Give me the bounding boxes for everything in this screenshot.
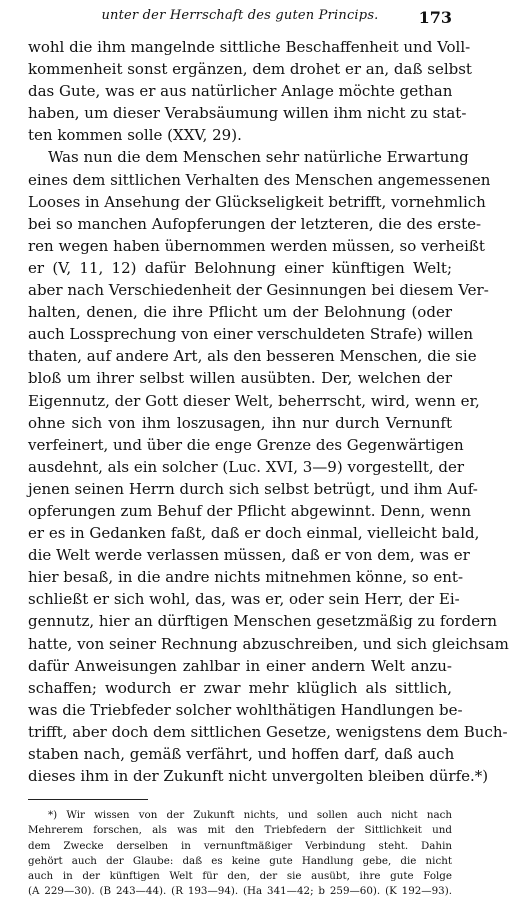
footnote	[28, 808, 452, 899]
body-line: ten kommen solle (XXV, 29).	[28, 126, 242, 145]
body-line: schaffen; wodurch er zwar mehr klüglich als sittlich,	[28, 678, 452, 697]
footnote-line: auch in der künftigen Welt für den, der sie ausübt, ihre gute Folge	[28, 869, 452, 882]
body-text	[28, 36, 509, 787]
body-line: bei so manchen Aufopferungen der letzteren, die des erste-	[28, 214, 482, 233]
body-line: schließt er sich wohl, das, was er, oder sein Herr, der Ei-	[28, 590, 460, 609]
body-line: trifft, aber doch dem sittlichen Gesetze, wenigstens dem Buch-	[28, 722, 508, 741]
body-line: auch Lossprechung von einer verschuldeten Strafe) willen	[28, 325, 474, 344]
paragraph-start-line: Was nun die dem Menschen sehr natürliche Erwartung	[48, 148, 469, 167]
footnote-line: (A 229—30). (B 243—44). (R 193—94). (Ha 341—42; b 259—60). (K 192—93).	[28, 885, 452, 898]
body-line: opferungen zum Behuf der Pflicht abgewinnt. Denn, wenn	[28, 501, 472, 520]
body-line: bloß um ihrer selbst willen ausübten. Der, welchen der	[28, 369, 452, 388]
body-line: hier besaß, in die andre nichts mitnehmen könne, so ent-	[28, 568, 464, 587]
body-line: wohl die ihm mangelnde sittliche Beschaffenheit und Voll-	[28, 38, 471, 56]
body-line: jenen seinen Herrn durch sich selbst betrügt, und ihm Auf-	[28, 479, 478, 498]
footnote-line: dem Zwecke derselben in vernunftmäßiger Verbindung steht. Dahin	[28, 839, 452, 852]
body-line: verfeinert, und über die enge Grenze des Gegenwärtigen	[28, 435, 464, 454]
body-line: staben nach, gemäß verfährt, und hoffen darf, daß auch	[28, 745, 455, 763]
body-line: ren wegen haben übernommen werden müssen, so verheißt	[28, 236, 485, 255]
body-line: er (V, 11, 12) dafür Belohnung einer künftigen Welt;	[28, 258, 452, 277]
footnote-line: *) Wir wissen von der Zukunft nichts, und sollen auch nicht nach	[48, 809, 452, 822]
footnote-line: gehört auch der Glaube: daß es keine gute Handlung gebe, die nicht	[28, 854, 452, 867]
body-line: dafür Anweisungen zahlbar in einer andern Welt anzu-	[28, 656, 452, 675]
running-head: unter der Herrschaft des guten Princips.	[101, 8, 379, 23]
body-line: ausdehnt, als ein solcher (Luc. XVI, 3—9) vorgestellt, der	[28, 457, 465, 476]
body-line: was die Triebfeder solcher wohlthätigen Handlungen be-	[28, 700, 463, 719]
body-line: Looses in Ansehung der Glückseligkeit betrifft, vornehmlich	[28, 192, 486, 211]
footnote-line: Mehrerem forschen, als was mit den Triebfedern der Sittlichkeit und	[28, 824, 452, 837]
body-line: thaten, auf andere Art, als den besseren Menschen, die sie	[28, 347, 477, 366]
body-line: hatte, von seiner Rechnung abzuschreiben, und sich gleichsam	[28, 634, 509, 653]
body-line: halten, denen, die ihre Pflicht um der Belohnung (oder	[28, 303, 452, 322]
body-line: aber nach Verschiedenheit der Gesinnungen bei diesem Ver-	[28, 281, 489, 300]
body-line: die Welt werde verlassen müssen, daß er von dem, was er	[28, 546, 470, 565]
body-line: kommenheit sonst ergänzen, dem drohet er an, daß selbst	[28, 60, 472, 79]
body-line: haben, um dieser Verabsäumung willen ihm nicht zu stat-	[28, 104, 467, 123]
body-line: gennutz, hier an dürftigen Menschen gesetzmäßig zu fordern	[28, 612, 497, 631]
footnote-rule	[28, 799, 148, 800]
body-line: er es in Gedanken faßt, daß er doch einmal, vielleicht bald,	[28, 524, 480, 543]
body-line: Eigennutz, der Gott dieser Welt, beherrscht, wird, wenn er,	[28, 391, 480, 410]
page-number: 173	[418, 8, 452, 27]
body-line: eines dem sittlichen Verhalten des Menschen angemessenen	[28, 170, 491, 189]
body-line: dieses ihm in der Zukunft nicht unvergolten bleiben dürfe.*)	[28, 767, 489, 786]
body-line: das Gute, was er aus natürlicher Anlage möchte gethan	[28, 82, 453, 101]
body-line: ohne sich von ihm loszusagen, ihn nur durch Vernunft	[28, 413, 452, 432]
page-header	[28, 8, 452, 30]
